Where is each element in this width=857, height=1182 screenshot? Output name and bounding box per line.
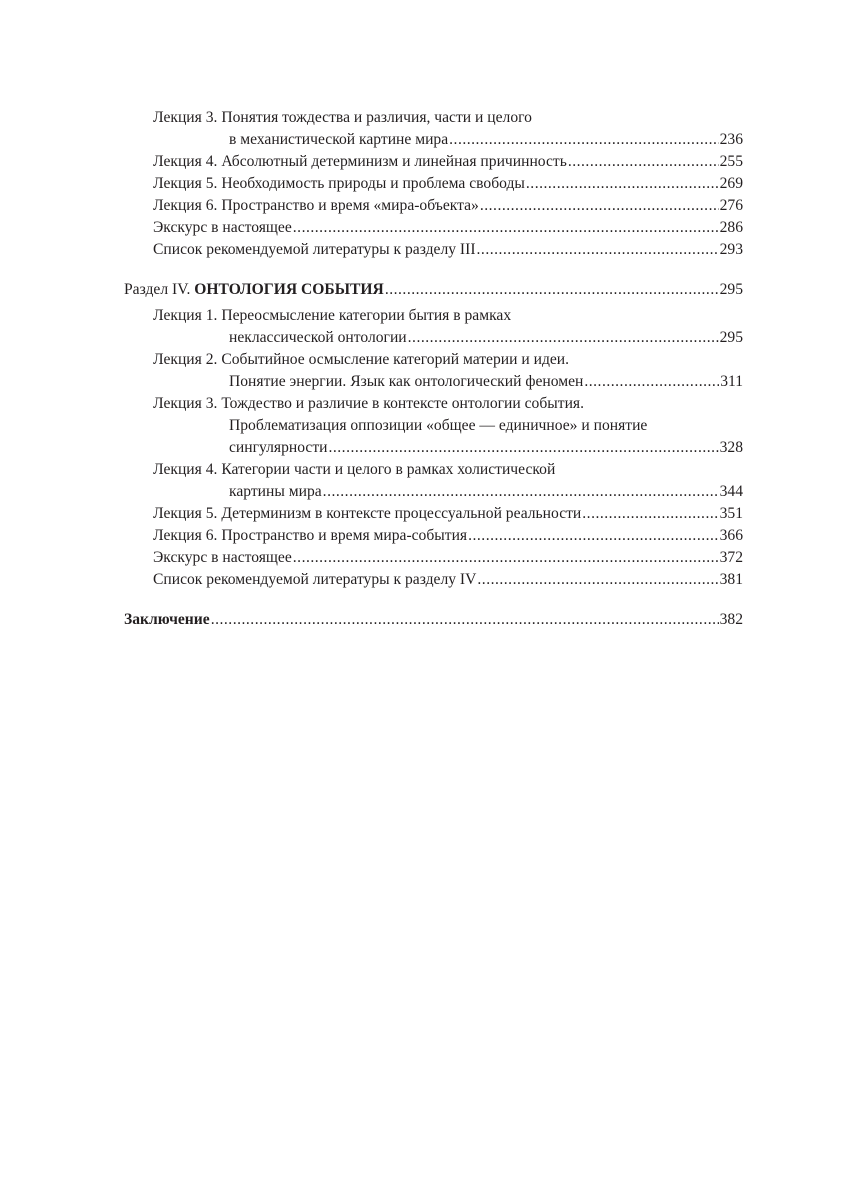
- page-number: 236: [719, 131, 743, 148]
- dot-leader: [408, 327, 719, 349]
- toc-entry-line: [124, 415, 743, 437]
- page-number: 255: [719, 153, 743, 170]
- toc-entry-line: [124, 217, 743, 239]
- toc-entry[interactable]: [124, 195, 743, 217]
- dot-leader: [385, 279, 719, 301]
- page-number: 372: [719, 549, 743, 566]
- dot-leader: [449, 129, 718, 151]
- page-number: 293: [719, 241, 743, 258]
- toc-entry-line: [124, 195, 743, 217]
- dot-leader: [211, 609, 719, 631]
- toc-entry-line: [124, 393, 743, 415]
- toc-entry[interactable]: [124, 151, 743, 173]
- toc-entry-line: [124, 129, 743, 151]
- toc-entry-line: [124, 481, 743, 503]
- part3-entries: [124, 107, 743, 261]
- entry-title: Экскурс в настоящее: [153, 549, 292, 566]
- entry-prefix: Лекция 5.: [153, 505, 222, 522]
- toc-entry[interactable]: [124, 107, 743, 151]
- entry-prefix: Лекция 6.: [153, 197, 222, 214]
- entry-prefix: Лекция 5.: [153, 175, 222, 192]
- dot-leader: [477, 239, 719, 261]
- entry-prefix: Лекция 6.: [153, 527, 222, 544]
- dot-leader: [328, 437, 718, 459]
- toc-entry-line: [124, 525, 743, 547]
- toc-entry-line: [124, 305, 743, 327]
- page-number: 276: [719, 197, 743, 214]
- page-number: 311: [720, 373, 743, 390]
- entry-prefix: Лекция 2.: [153, 351, 222, 368]
- toc-section-4[interactable]: [124, 279, 743, 301]
- conclusion-title: Заключение: [124, 611, 210, 628]
- dot-leader: [582, 503, 718, 525]
- entry-title: Тождество и различие в контексте онтологии события.: [221, 395, 584, 412]
- entry-title: неклассической онтологии: [229, 329, 407, 346]
- toc-conclusion[interactable]: [124, 609, 743, 631]
- entry-title: Событийное осмысление категорий материи и идеи.: [221, 351, 570, 368]
- entry-title: Понятия тождества и различия, части и целого: [221, 109, 532, 126]
- page-number: 269: [719, 175, 743, 192]
- entry-title: Понятие энергии. Язык как онтологический феномен: [229, 373, 584, 390]
- entry-title: Пространство и время «мира-объекта»: [221, 197, 479, 214]
- page-number: 366: [719, 527, 743, 544]
- entry-title: картины мира: [229, 483, 322, 500]
- page-number: 344: [719, 483, 743, 500]
- entry-title: в механистической картине мира: [229, 131, 449, 148]
- entry-title: Детерминизм в контексте процессуальной реальности: [221, 505, 582, 522]
- section-prefix: Раздел IV.: [124, 281, 195, 298]
- dot-leader: [480, 195, 719, 217]
- section-title: ОНТОЛОГИЯ СОБЫТИЯ: [194, 281, 384, 298]
- entry-prefix: Лекция 4.: [153, 153, 222, 170]
- toc-entry-line: [124, 569, 743, 591]
- page-number: 286: [719, 219, 743, 236]
- entry-title: Необходимость природы и проблема свободы: [221, 175, 525, 192]
- toc-entry-line: [124, 503, 743, 525]
- part4-entries: [124, 305, 743, 591]
- toc-entry-line: [124, 459, 743, 481]
- dot-leader: [526, 173, 719, 195]
- page-number: 295: [719, 281, 743, 298]
- dot-leader: [468, 525, 719, 547]
- dot-leader: [584, 371, 719, 393]
- toc-entry[interactable]: [124, 239, 743, 261]
- page-number: 382: [719, 611, 743, 628]
- entry-title: сингулярности: [229, 439, 328, 456]
- entry-title: Переосмысление категории бытия в рамках: [221, 307, 512, 324]
- dot-leader: [293, 217, 719, 239]
- toc-entry-line: [124, 437, 743, 459]
- toc-entry-line: [124, 151, 743, 173]
- entry-prefix: Лекция 1.: [153, 307, 222, 324]
- page-number: 295: [719, 329, 743, 346]
- entry-title: Список рекомендуемой литературы к разделу IV: [153, 571, 477, 588]
- entry-title: Пространство и время мира-события: [221, 527, 468, 544]
- entry-title: Список рекомендуемой литературы к разделу III: [153, 241, 476, 258]
- page-number: 351: [719, 505, 743, 522]
- dot-leader: [568, 151, 719, 173]
- entry-title: Экскурс в настоящее: [153, 219, 292, 236]
- entry-title: Категории части и целого в рамках холистической: [221, 461, 556, 478]
- toc-entry[interactable]: [124, 503, 743, 525]
- dot-leader: [477, 569, 718, 591]
- toc-entry-line: [124, 349, 743, 371]
- entry-prefix: Лекция 3.: [153, 395, 222, 412]
- page-number: 328: [719, 439, 743, 456]
- page-number: 381: [719, 571, 743, 588]
- toc-entry[interactable]: [124, 173, 743, 195]
- toc-entry[interactable]: [124, 459, 743, 503]
- entry-title: Абсолютный детерминизм и линейная причинность: [221, 153, 567, 170]
- entry-prefix: Лекция 4.: [153, 461, 222, 478]
- toc-entry[interactable]: [124, 547, 743, 569]
- toc-entry[interactable]: [124, 305, 743, 349]
- dot-leader: [323, 481, 719, 503]
- entry-prefix: Лекция 3.: [153, 109, 222, 126]
- toc-entry[interactable]: [124, 393, 743, 459]
- toc-entry-line: [124, 371, 743, 393]
- toc-entry-line: [124, 173, 743, 195]
- toc-entry[interactable]: [124, 349, 743, 393]
- toc-entry-line: [124, 547, 743, 569]
- entry-title: Проблематизация оппозиции «общее — единичное» и понятие: [229, 417, 648, 434]
- toc-entry-line: [124, 107, 743, 129]
- table-of-contents: [124, 107, 743, 631]
- toc-entry[interactable]: [124, 217, 743, 239]
- dot-leader: [293, 547, 719, 569]
- toc-entry[interactable]: [124, 569, 743, 591]
- toc-entry-line: [124, 327, 743, 349]
- toc-entry[interactable]: [124, 525, 743, 547]
- toc-entry-line: [124, 239, 743, 261]
